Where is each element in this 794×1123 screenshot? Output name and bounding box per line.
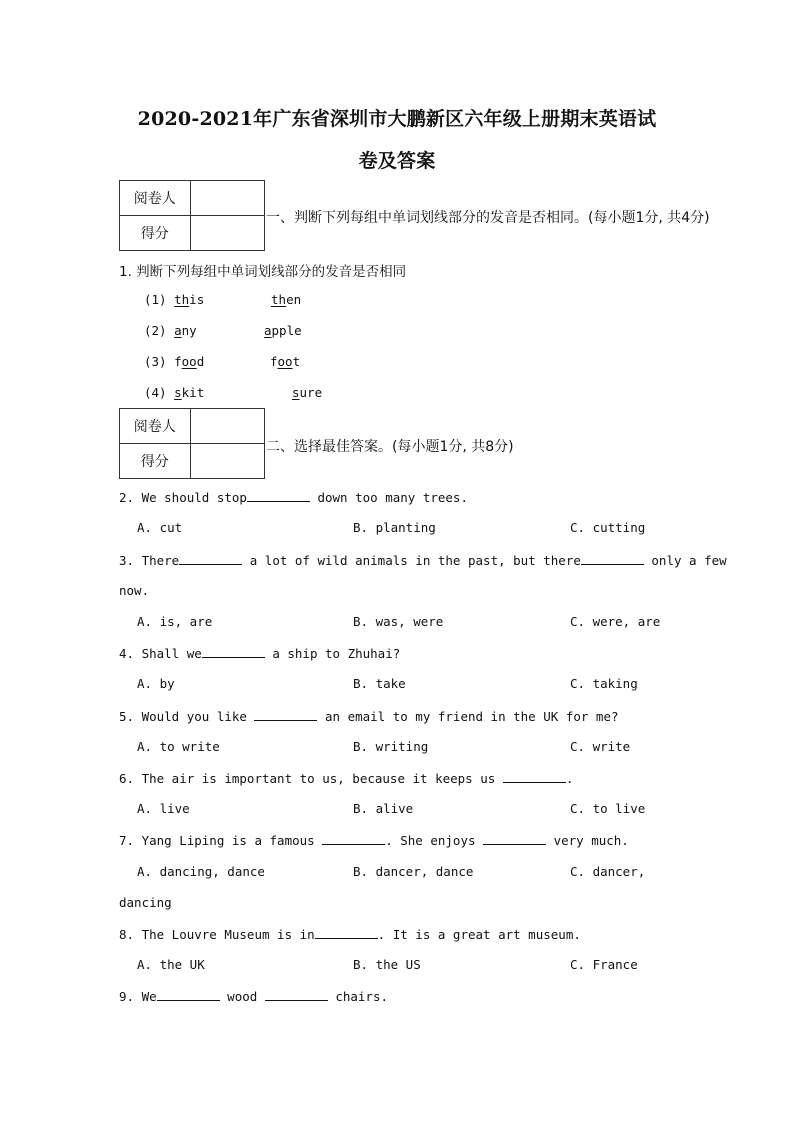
option-c-cont: dancing — [119, 895, 172, 910]
answer-blank — [483, 832, 546, 845]
underlined-part: oo — [277, 354, 293, 369]
option-a: A. dancing, dance — [137, 864, 265, 879]
q-text: very much. — [546, 833, 629, 848]
pair-4 — [144, 385, 204, 400]
option-a: A. to write — [137, 739, 220, 754]
word-rest: is — [189, 292, 205, 307]
q-text: 9. We — [119, 989, 157, 1004]
q-text: 8. The Louvre Museum is in — [119, 927, 315, 942]
question-9 — [119, 988, 388, 1004]
answer-blank — [315, 926, 378, 939]
q-text: wood — [219, 989, 265, 1004]
word-rest: kit — [181, 385, 205, 400]
option-b: B. take — [353, 676, 406, 691]
option-c: C. taking — [570, 676, 638, 691]
q-text: chairs. — [327, 989, 389, 1004]
page-title-line1: 2020-2021年广东省深圳市大鹏新区六年级上册期末英语试 — [137, 108, 657, 130]
q-text: 7. Yang Liping is a famous — [119, 833, 323, 848]
underlined-part: s — [292, 385, 300, 400]
word-rest: d — [196, 354, 205, 369]
underlined-part: oo — [181, 354, 197, 369]
option-a: A. is, are — [137, 614, 213, 629]
score-table-1 — [119, 180, 265, 251]
option-a: A. the UK — [137, 957, 205, 972]
option-c: C. write — [570, 739, 631, 754]
answer-blank — [179, 552, 242, 565]
option-a: A. cut — [137, 520, 183, 535]
q-text: 3. There — [119, 553, 180, 568]
pair-num: (2) — [144, 323, 167, 338]
answer-blank — [581, 552, 644, 565]
underlined-part: a — [174, 323, 182, 338]
option-b: B. planting — [353, 520, 436, 535]
option-a: A. live — [137, 801, 190, 816]
word-rest: pple — [271, 323, 302, 338]
pair-1-word2 — [271, 292, 301, 307]
option-b: B. alive — [353, 801, 414, 816]
pair-4-word2 — [292, 385, 322, 400]
underlined-part: s — [174, 385, 182, 400]
option-c: C. cutting — [570, 520, 646, 535]
answer-blank — [265, 988, 328, 1001]
word-pre: f — [174, 354, 182, 369]
option-b: B. was, were — [353, 614, 444, 629]
answer-blank — [322, 832, 385, 845]
q-text: down too many trees. — [309, 490, 468, 505]
word-pre: f — [270, 354, 278, 369]
q-text: 6. The air is important to us, because it keeps us — [119, 771, 503, 786]
answer-blank — [202, 645, 265, 658]
pair-1 — [144, 292, 204, 307]
q-text: . It is a great art museum. — [377, 927, 581, 942]
reviewer-label: 阅卷人 — [120, 409, 191, 444]
pair-3 — [144, 354, 204, 369]
pair-3-word2 — [270, 354, 300, 369]
question-3-cont: now. — [119, 583, 150, 598]
underlined-part: a — [264, 323, 272, 338]
reviewer-cell — [190, 409, 264, 444]
reviewer-cell — [190, 181, 264, 216]
question-8 — [119, 926, 581, 942]
option-b: B. dancer, dance — [353, 864, 474, 879]
option-c: C. to live — [570, 801, 646, 816]
option-c: C. France — [570, 957, 638, 972]
question-1: 1. 判断下列每组中单词划线部分的发音是否相同 — [119, 264, 407, 280]
word-rest: ure — [299, 385, 323, 400]
page-title-line2: 卷及答案 — [358, 150, 436, 172]
option-b: B. writing — [353, 739, 429, 754]
word-rest: en — [286, 292, 302, 307]
question-5 — [119, 708, 619, 724]
question-4 — [119, 645, 400, 661]
option-c: C. were, are — [570, 614, 661, 629]
pair-num: (3) — [144, 354, 167, 369]
score-cell — [190, 216, 264, 251]
option-b: B. the US — [353, 957, 421, 972]
underlined-part: th — [174, 292, 190, 307]
q-text: a ship to Zhuhai? — [264, 646, 401, 661]
pair-2 — [144, 323, 197, 338]
pair-num: (1) — [144, 292, 167, 307]
question-3 — [119, 552, 727, 568]
q-text: . — [565, 771, 574, 786]
option-a: A. by — [137, 676, 175, 691]
answer-blank — [157, 988, 220, 1001]
section1-heading: 一、判断下列每组中单词划线部分的发音是否相同。(每小题1分, 共4分) — [266, 210, 710, 226]
pair-num: (4) — [144, 385, 167, 400]
q-text: only a few — [643, 553, 727, 568]
q-text: an email to my friend in the UK for me? — [317, 709, 619, 724]
question-7 — [119, 832, 629, 848]
score-label: 得分 — [120, 444, 191, 479]
q-text: 5. Would you like — [119, 709, 255, 724]
reviewer-label: 阅卷人 — [120, 181, 191, 216]
answer-blank — [247, 489, 310, 502]
option-c: C. dancer, — [570, 864, 646, 879]
q-text: a lot of wild animals in the past, but there — [242, 553, 581, 568]
q-text: . She enjoys — [385, 833, 484, 848]
score-cell — [190, 444, 264, 479]
word-rest: ny — [181, 323, 197, 338]
q-text: 2. We should stop — [119, 490, 247, 505]
answer-blank — [254, 708, 317, 721]
score-label: 得分 — [120, 216, 191, 251]
score-table-2 — [119, 408, 265, 479]
q-text: 4. Shall we — [119, 646, 202, 661]
underlined-part: th — [271, 292, 287, 307]
question-2 — [119, 489, 468, 505]
answer-blank — [503, 770, 566, 783]
question-6 — [119, 770, 573, 786]
section2-heading: 二、选择最佳答案。(每小题1分, 共8分) — [266, 439, 514, 455]
pair-2-word2 — [264, 323, 302, 338]
word-rest: t — [292, 354, 301, 369]
